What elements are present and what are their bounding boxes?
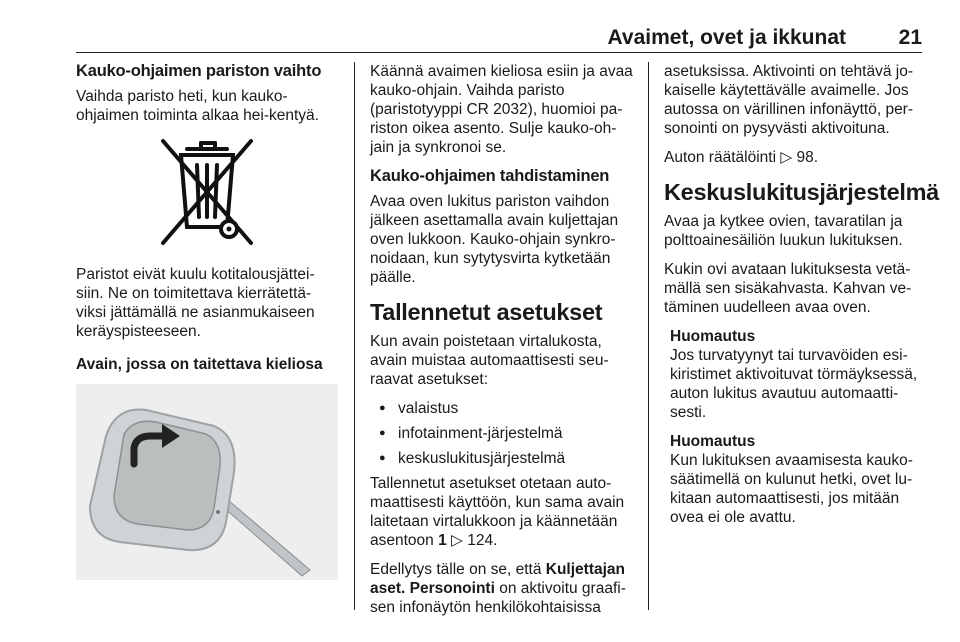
text-span: on aktivoitu graafi-sen infonäytön henkilökohtaisissa	[370, 580, 626, 616]
column-divider-1	[354, 62, 355, 610]
section-heading-central-locking: Keskuslukitusjärjestelmä	[664, 179, 939, 205]
column-2	[370, 62, 636, 627]
section-heading-battery: Kauko-ohjaimen pariston vaihto	[76, 62, 322, 80]
disposal-paragraph: Paristot eivät kuulu kotitalousjättei-siin. Ne on toimitettava kierrätettä-viksi jättämällä ne asianmukaiseen keräyspisteeseen.	[76, 266, 315, 340]
column-divider-2	[648, 62, 649, 610]
position-value: 1	[438, 532, 447, 549]
section-heading-sync: Kauko-ohjaimen tahdistaminen	[370, 167, 610, 185]
note-auto-relock	[670, 432, 926, 527]
text-span: Edellytys tälle on se, että	[370, 561, 546, 578]
saved-settings-paragraph	[370, 474, 636, 550]
section-heading-saved-settings: Tallennetut asetukset	[370, 299, 603, 325]
page-reference-link[interactable]: ▷ 124.	[451, 532, 498, 549]
note-airbag	[670, 327, 926, 422]
column-3	[664, 62, 939, 537]
note-text: Kun lukituksen avaamisesta kauko-säätimellä on kulunut hetki, ovet lu-kitaan automaattisesti, jos mitään ovea ei ole avattu.	[670, 452, 913, 526]
text-span: Tallennetut asetukset otetaan auto-maattisesti käyttöön, kun sama avain laitetaan virtalukkoon ja käännetään asentoon	[370, 475, 625, 549]
page-header	[76, 22, 922, 53]
door-handle-paragraph: Kukin ovi avataan lukituksesta vetä-mällä sen sisäkahvasta. Kahvan ve-täminen uudelleen avaa oven.	[664, 261, 912, 316]
note-title: Huomautus	[670, 433, 756, 450]
sync-paragraph: Avaa oven lukitus pariston vaihdon jälkeen asettamalla avain kuljettajan oven lukkoon. Kauko-ohjain synkro-noidaan, kun sytytysvirta kytketään päälle.	[370, 193, 619, 286]
activation-paragraph: asetuksissa. Aktivointi on tehtävä jo-kaiselle käytettävälle avaimelle. Jos autossa on värillinen infonäyttö, per-sonointi on pysyvästi aktivoituna.	[664, 63, 914, 137]
list-item: ● keskuslukitusjärjestelmä	[370, 449, 636, 468]
battery-paragraph: Vaihda paristo heti, kun kauko-ohjaimen toiminta alkaa hei-kentyä.	[76, 88, 319, 124]
central-locking-paragraph: Avaa ja kytkee ovien, tavaratilan ja polttoainesäiliön luukun lukituksen.	[664, 213, 903, 249]
folding-key-illustration	[76, 384, 338, 580]
note-title: Huomautus	[670, 328, 756, 345]
crossed-out-bin-icon	[157, 135, 257, 247]
menu-setting-name: Kuljettajan aset. Personointi	[370, 561, 625, 597]
figure-caption: Avain, jossa on taitettava kieliosa	[76, 356, 323, 373]
saved-settings-intro: Kun avain poistetaan virtalukosta, avain muistaa automaattisesti seu-raavat asetukset:	[370, 333, 609, 388]
personalisation-paragraph	[370, 560, 636, 617]
note-text: Jos turvatyynyt tai turvavöiden esi-kiristimet aktivoituvat törmäyksessä, auton lukitus avautuu automaatti-sesti.	[670, 347, 918, 421]
open-remote-paragraph: Käännä avaimen kieliosa esiin ja avaa kauko-ohjain. Vaihda paristo (paristotyyppi CR 2032), huomioi pa-riston oikea asento. Sulje kauko-oh-jain ja synkronoi se.	[370, 63, 633, 156]
vehicle-personalisation-ref[interactable]: Auton räätälöinti ▷ 98.	[664, 149, 819, 166]
column-1	[76, 62, 338, 580]
list-item: ● valaistus	[370, 399, 636, 418]
saved-settings-list	[370, 399, 636, 468]
page-number: 21	[898, 26, 922, 49]
header-title: Avaimet, ovet ja ikkunat	[607, 26, 846, 49]
list-item: ● infotainment-järjestelmä	[370, 424, 636, 443]
